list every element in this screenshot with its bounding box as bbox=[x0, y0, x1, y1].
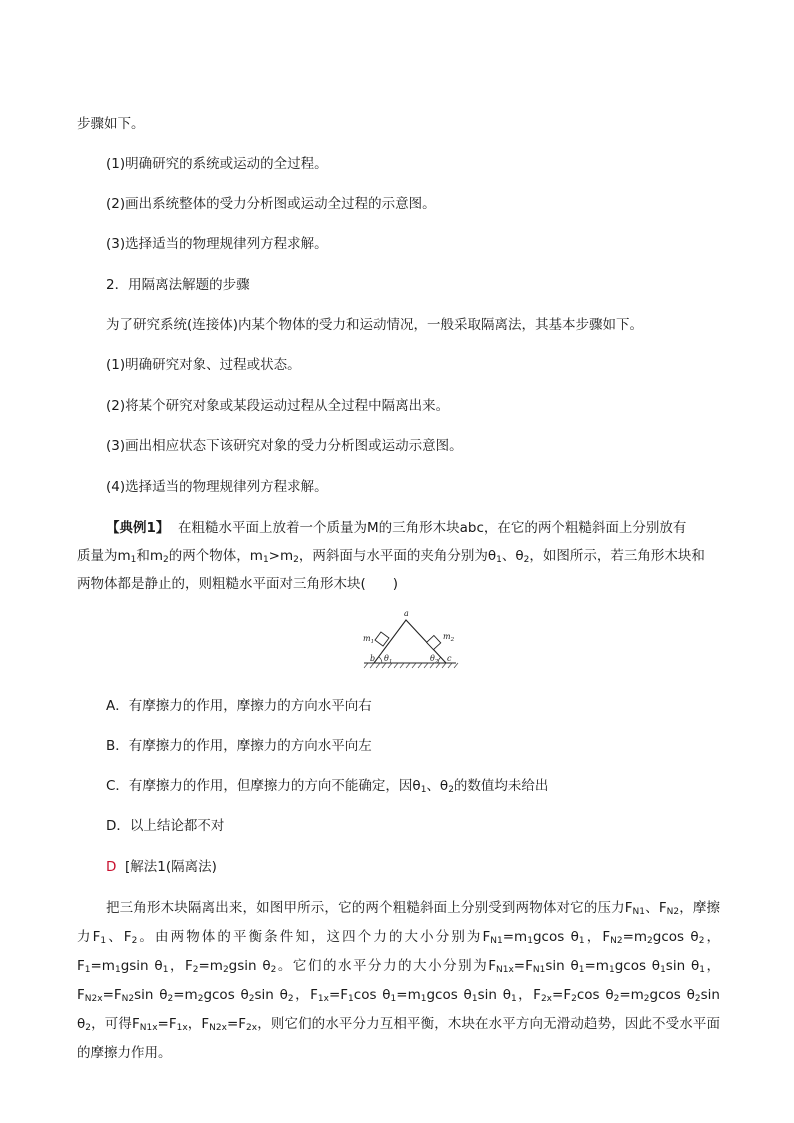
isolation-step-1: (1)明确研究对象、过程或状态。 bbox=[106, 357, 301, 373]
mass-m2-block bbox=[427, 636, 441, 650]
label-m1: $m_1$ bbox=[363, 634, 375, 645]
section2-intro: 为了研究系统(连接体)内某个物体的受力和运动情况，一般采取隔离法，其基本步骤如下。 bbox=[106, 317, 644, 333]
label-theta1: $\theta_1$ bbox=[384, 654, 393, 665]
whole-step-2: (2)画出系统整体的受力分析图或运动全过程的示意图。 bbox=[106, 196, 436, 212]
answer-method: [解法1(隔离法) bbox=[125, 859, 217, 875]
label-b: b bbox=[370, 654, 376, 663]
ground-hatching bbox=[364, 663, 458, 668]
intro-tail: 步骤如下。 bbox=[77, 116, 145, 132]
label-m2: $m_2$ bbox=[443, 632, 455, 643]
whole-step-3: (3)选择适当的物理规律列方程求解。 bbox=[106, 236, 328, 252]
mass-m1-block bbox=[375, 632, 389, 646]
triangle-block-figure bbox=[360, 608, 460, 674]
example-line-2: 质量为$m_1$和$m_2$的两个物体，$m_1>m_2$，两斜面与水平面的夹角分别为$\theta_1$、$\theta_2$，如图所示，若三角形木块和 bbox=[77, 548, 705, 565]
option-c: C．有摩擦力的作用，但摩擦力的方向不能确定，因$\theta_1$、$\theta_2$的数值均未给出 bbox=[106, 778, 549, 795]
section2-heading: 2．用隔离法解题的步骤 bbox=[106, 277, 250, 293]
isolation-step-2: (2)将某个研究对象或某段运动过程从全过程中隔离出来。 bbox=[106, 398, 450, 414]
whole-step-1: (1)明确研究的系统或运动的全过程。 bbox=[106, 156, 328, 172]
example-line-3: 两物体都是静止的，则粗糙水平面对三角形木块( ) bbox=[77, 576, 399, 592]
example-text-1: 在粗糙水平面上放着一个质量为M的三角形木块abc，在它的两个粗糙斜面上分别放有 bbox=[178, 520, 687, 536]
solution-paragraph: 把三角形木块隔离出来，如图甲所示，它的两个粗糙斜面上分别受到两物体对它的压力$F_{N1}$、$F_{N2}$，摩擦力$F_1$、$F_2$。由两物体的平衡条件知，这四个力的大小分别为$F_{N1}=m_1gcos$ $\theta_1$，$F_{N2}=m_2gcos$ $\theta_2$，$F_1=m_1gsin$ $\theta_1$，$F_2=m_2gsin$ $\theta_2$。它们的水平分力的大小分别为$F_{N1x}=F_{N1}\sin$ $\theta_1=m_1gcos$ $\theta_1\sin$ $\theta_1$，$F_{N2x}=F_{N2}\sin$ $\theta_2=m_2gcos$ $\theta_2\sin$ $\theta_2$，$F_{1x}=F_1\cos$ $\theta_1=m_1gcos$ $\theta_1\sin$ $\theta_1$，$F_{2x}=F_2\cos$ $\theta_2=m_2gcos$ $\theta_2\sin$ $\theta_2$，可得$F_{N1x}=F_{1x}$，$F_{N2x}=F_{2x}$，则它们的水平分力互相平衡，木块在水平方向无滑动趋势，因此不受水平面的摩擦力作用。 bbox=[77, 900, 721, 1061]
answer-line bbox=[106, 857, 217, 877]
example-line-1 bbox=[106, 518, 686, 538]
option-a: A．有摩擦力的作用，摩擦力的方向水平向右 bbox=[106, 698, 372, 714]
answer-letter: D bbox=[106, 859, 117, 875]
label-a: a bbox=[404, 609, 409, 618]
example-tag: 【典例1】 bbox=[106, 520, 170, 536]
option-b: B．有摩擦力的作用，摩擦力的方向水平向左 bbox=[106, 738, 372, 754]
label-theta2: $\theta_2$ bbox=[430, 654, 439, 665]
option-d: D．以上结论都不对 bbox=[106, 818, 225, 834]
label-c: c bbox=[447, 654, 452, 663]
isolation-step-4: (4)选择适当的物理规律列方程求解。 bbox=[106, 479, 328, 495]
isolation-step-3: (3)画出相应状态下该研究对象的受力分析图或运动示意图。 bbox=[106, 438, 463, 454]
